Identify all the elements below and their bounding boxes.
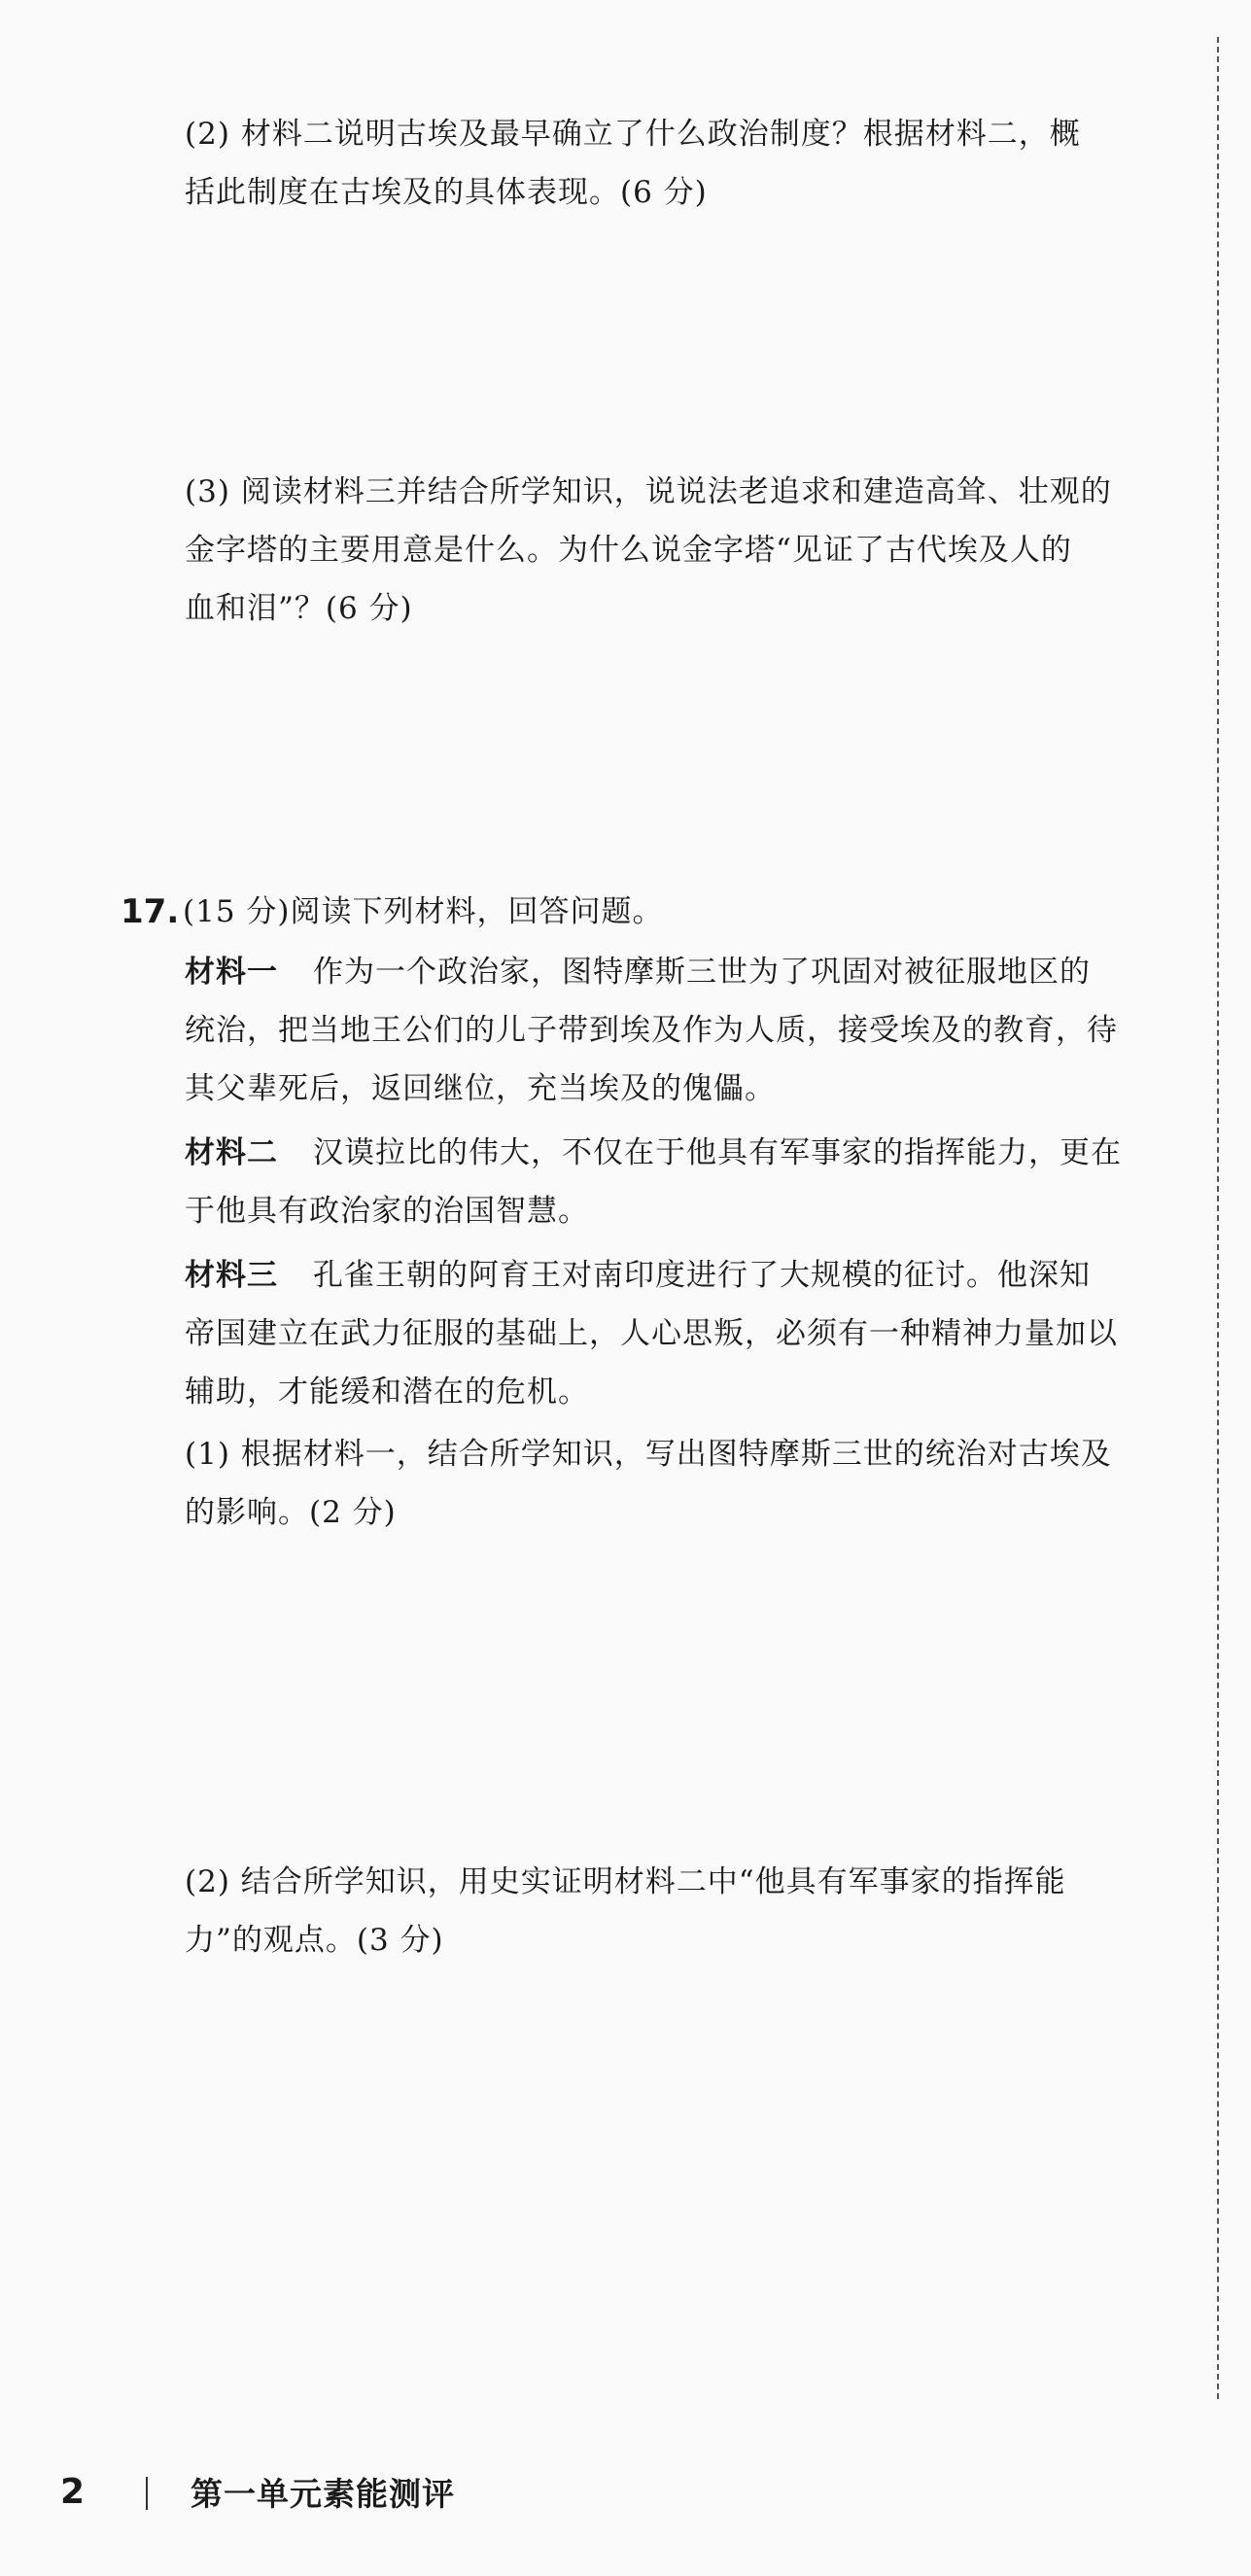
page-number: 2 bbox=[60, 2472, 86, 2512]
q17-material3-line1 bbox=[185, 1256, 1091, 1295]
q16-part2-line1: (2) 材料二说明古埃及最早确立了什么政治制度？根据材料二，概 bbox=[185, 117, 1081, 152]
q17-number: 17. bbox=[121, 892, 180, 931]
q17-part2-line2: 力”的观点。(3 分) bbox=[185, 1923, 444, 1958]
q17-part2-line1: (2) 结合所学知识，用史实证明材料二中“他具有军事家的指挥能 bbox=[185, 1864, 1066, 1899]
q17-part1-line2: 的影响。(2 分) bbox=[185, 1495, 397, 1530]
q17-material1-line2: 统治，把当地王公们的儿子带到埃及作为人质，接受埃及的教育，待 bbox=[185, 1013, 1118, 1048]
material3-label: 材料三 bbox=[185, 1258, 278, 1293]
material2-label: 材料二 bbox=[185, 1135, 278, 1170]
q17-material2-line2: 于他具有政治家的治国智慧。 bbox=[185, 1194, 589, 1229]
material3-text-1: 孔雀王朝的阿育王对南印度进行了大规模的征讨。他深知 bbox=[313, 1258, 1091, 1293]
q17-material3-line3: 辅助，才能缓和潜在的危机。 bbox=[185, 1375, 589, 1410]
material1-text-1: 作为一个政治家，图特摩斯三世为了巩固对被征服地区的 bbox=[313, 955, 1091, 990]
q16-part3-line3: 血和泪”？(6 分) bbox=[185, 591, 413, 626]
binding-dashed-line bbox=[1217, 37, 1219, 2399]
q17-material3-line2: 帝国建立在武力征服的基础上，人心思叛，必须有一种精神力量加以 bbox=[185, 1316, 1118, 1351]
q16-part3-line2: 金字塔的主要用意是什么。为什么说金字塔“见证了古代埃及人的 bbox=[185, 533, 1072, 568]
material2-text-1: 汉谟拉比的伟大，不仅在于他具有军事家的指挥能力，更在 bbox=[313, 1135, 1122, 1170]
q17-material2-line1 bbox=[185, 1133, 1122, 1172]
unit-title: 第一单元素能测评 bbox=[191, 2475, 455, 2513]
q17-part1-line1: (1) 根据材料一，结合所学知识，写出图特摩斯三世的统治对古埃及 bbox=[185, 1437, 1112, 1472]
q16-part3-line1: (3) 阅读材料三并结合所学知识，说说法老追求和建造高耸、壮观的 bbox=[185, 474, 1112, 509]
footer-separator bbox=[146, 2477, 148, 2510]
q17-material1-line3: 其父辈死后，返回继位，充当埃及的傀儡。 bbox=[185, 1071, 776, 1106]
q17-material1-line1 bbox=[185, 953, 1091, 992]
q16-part2-line2: 括此制度在古埃及的具体表现。(6 分) bbox=[185, 175, 708, 210]
material1-label: 材料一 bbox=[185, 955, 278, 990]
q17-intro: (15 分)阅读下列材料，回答问题。 bbox=[183, 894, 664, 929]
